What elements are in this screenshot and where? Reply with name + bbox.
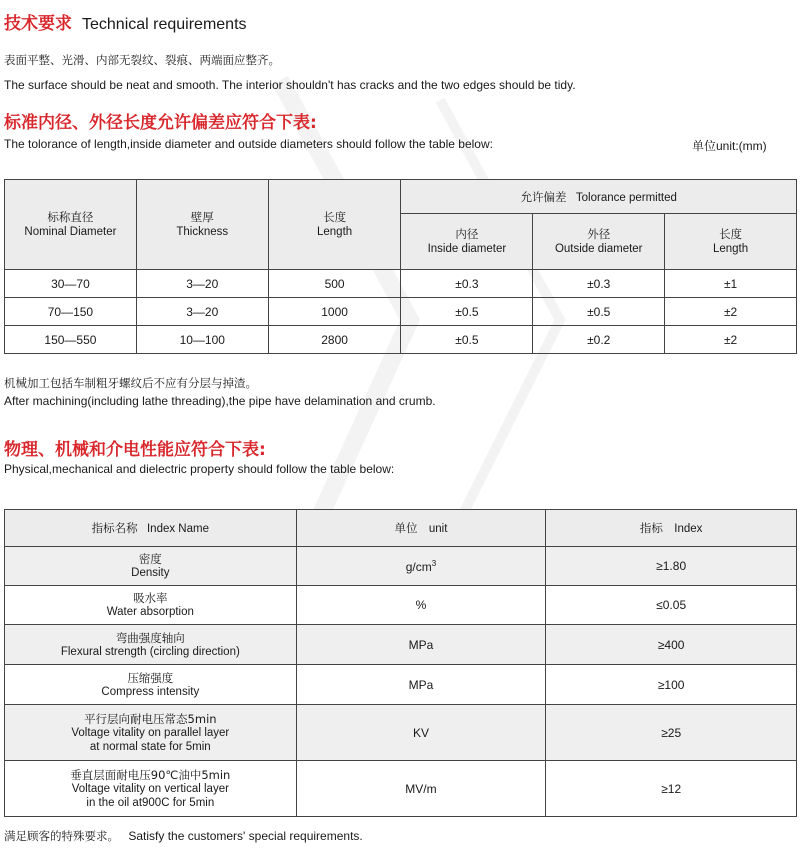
header-unit: 单位 unit [296,510,546,547]
cell: ±0.2 [533,326,665,354]
cell: 2800 [268,326,401,354]
cell: ±0.5 [401,298,533,326]
table-row [5,298,797,326]
header-length2: 长度 Length [665,214,797,270]
surface-text-en: The surface should be neat and smooth. The interior shouldn't has cracks and the two edges should be tidy. [4,78,576,92]
table-row [5,326,797,354]
header-inside: 内径 Inside diameter [401,214,533,270]
section-title-technical: 技术要求 Technical requirements [4,14,247,34]
section-title-properties: 物理、机械和介电性能应符合下表: [4,440,266,460]
cell: ±0.3 [401,270,533,298]
cell: ±2 [665,298,797,326]
table-row: 垂直层面耐电压90℃油中5min Voltage vitality on vertical layer in the oil at900C for 5min MV/m ≥12 [5,761,797,817]
header-index-name: 指标名称 Index Name [5,510,297,547]
cell: ±2 [665,326,797,354]
header-length: 长度 Length [268,180,401,270]
properties-table [4,509,797,817]
cell: 10—100 [136,326,268,354]
header-nominal: 标称直径 Nominal Diameter [5,180,137,270]
cell: 3—20 [136,270,268,298]
machining-note-en: After machining(including lathe threading),the pipe have delamination and crumb. [4,394,436,408]
header-index: 指标 Index [546,510,797,547]
table-row: 平行层向耐电压常态5min Voltage vitality on parallel layer at normal state for 5min KV ≥25 [5,705,797,761]
cell: ±0.3 [533,270,665,298]
cell: 1000 [268,298,401,326]
cell: ±1 [665,270,797,298]
cell: 3—20 [136,298,268,326]
table-row: 吸水率 Water absorption % ≤0.05 [5,586,797,625]
header-outside: 外径 Outside diameter [533,214,665,270]
footer-note: 满足顾客的特殊要求。 Satisfy the customers' special requirements. [4,829,363,843]
header-tolerance: 允许偏差 Tolorance permitted [401,180,797,214]
properties-text-en: Physical,mechanical and dielectric property should follow the table below: [4,462,395,476]
tolerance-text-en: The tolorance of length,inside diameter and outside diameters should follow the table below: [4,137,493,151]
surface-text-zh: 表面平整、光滑、内部无裂纹、裂痕、两端面应整齐。 [4,53,280,67]
section-title-tolerance: 标准内径、外径长度允许偏差应符合下表: [4,113,317,133]
unit-label: 单位unit:(mm) [692,139,767,153]
cell: 500 [268,270,401,298]
cell: 150—550 [5,326,137,354]
table-row: 密度 Density $g/cm^3$ ≥1.80 [5,547,797,586]
table-row: 压缩强度 Compress intensity MPa ≥100 [5,665,797,705]
cell: ±0.5 [533,298,665,326]
header-thickness: 壁厚 Thickness [136,180,268,270]
cell: ±0.5 [401,326,533,354]
cell: 70—150 [5,298,137,326]
tolerance-table [4,179,797,354]
cell: 30—70 [5,270,137,298]
machining-note-zh: 机械加工包括车制粗牙螺纹后不应有分层与掉渣。 [4,376,257,390]
table-row [5,270,797,298]
table-row: 弯曲强度轴向 Flexural strength (circling direction) MPa ≥400 [5,625,797,665]
